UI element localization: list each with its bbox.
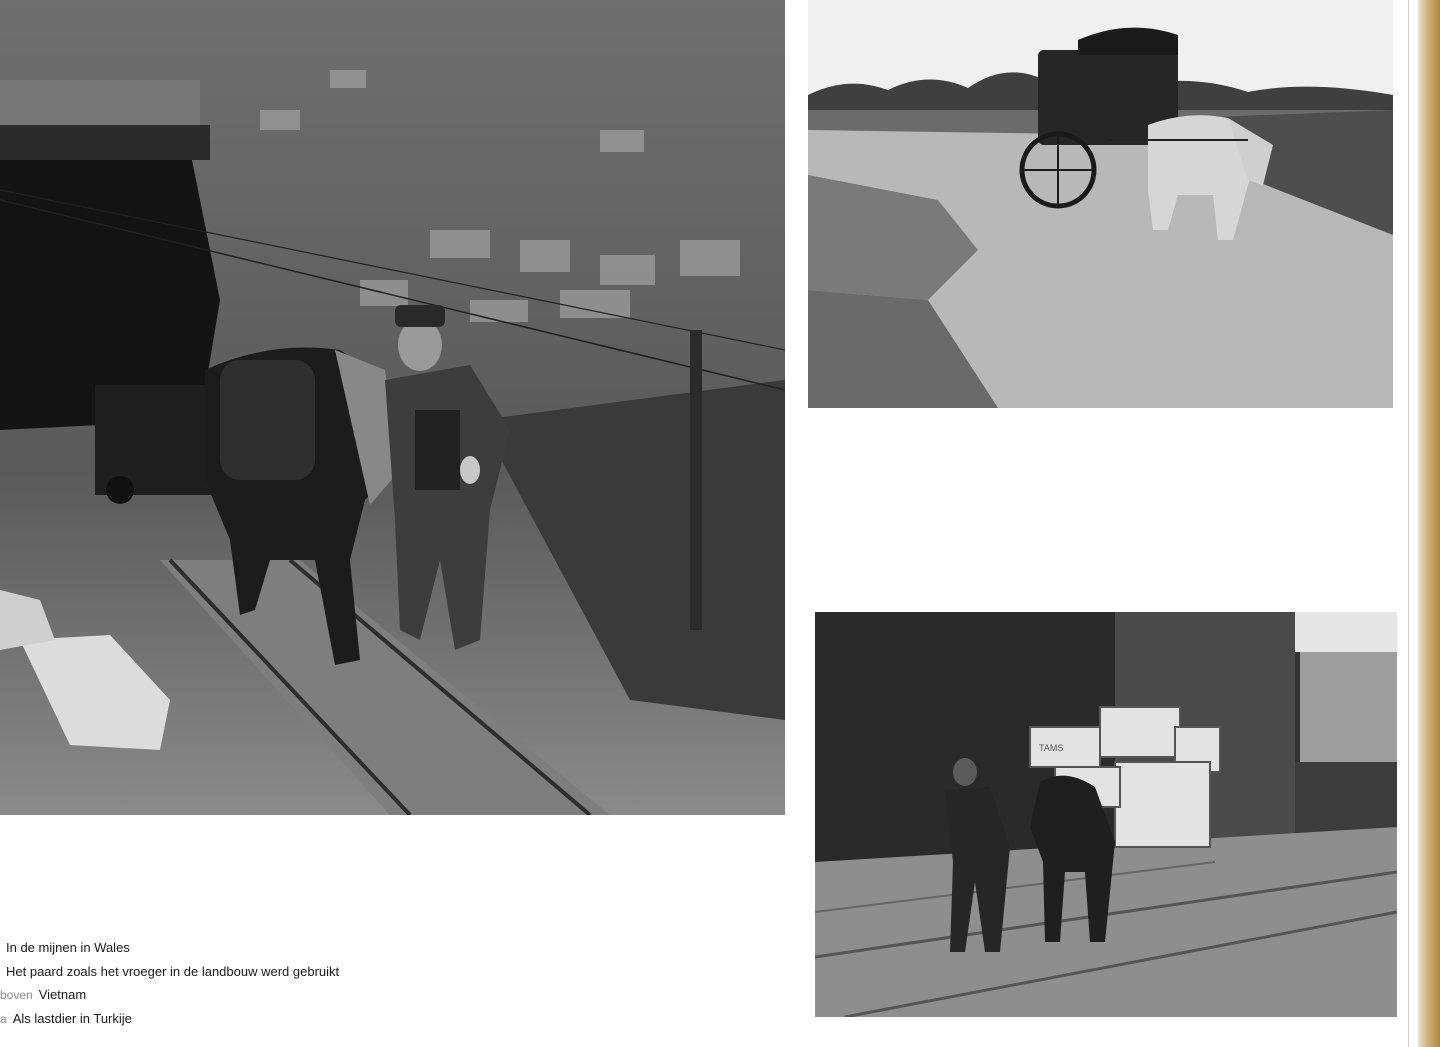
caption-text: Het paard zoals het vroeger in de landbouw werd gebruikt: [6, 963, 340, 979]
page-fold-line: [1408, 0, 1409, 1047]
caption-prefix: boven: [0, 988, 33, 1002]
photo-vietnam-cart: [808, 0, 1393, 408]
caption-row: [0, 960, 480, 984]
caption-list: [0, 936, 480, 1030]
caption-text: In de mijnen in Wales: [6, 940, 130, 955]
book-spine: [1418, 0, 1440, 1047]
photo-wales-mine: [0, 0, 785, 815]
crate-label: TAMS: [1039, 743, 1064, 753]
caption-row: [0, 983, 480, 1007]
photo-turkey-pack-horse: [815, 612, 1397, 1017]
caption-row: [0, 1007, 480, 1031]
caption-text: Als lastdier in Turkije: [12, 1010, 132, 1026]
caption-prefix: a: [0, 1011, 7, 1026]
caption-text: Vietnam: [38, 987, 87, 1002]
caption-row: [0, 936, 480, 960]
